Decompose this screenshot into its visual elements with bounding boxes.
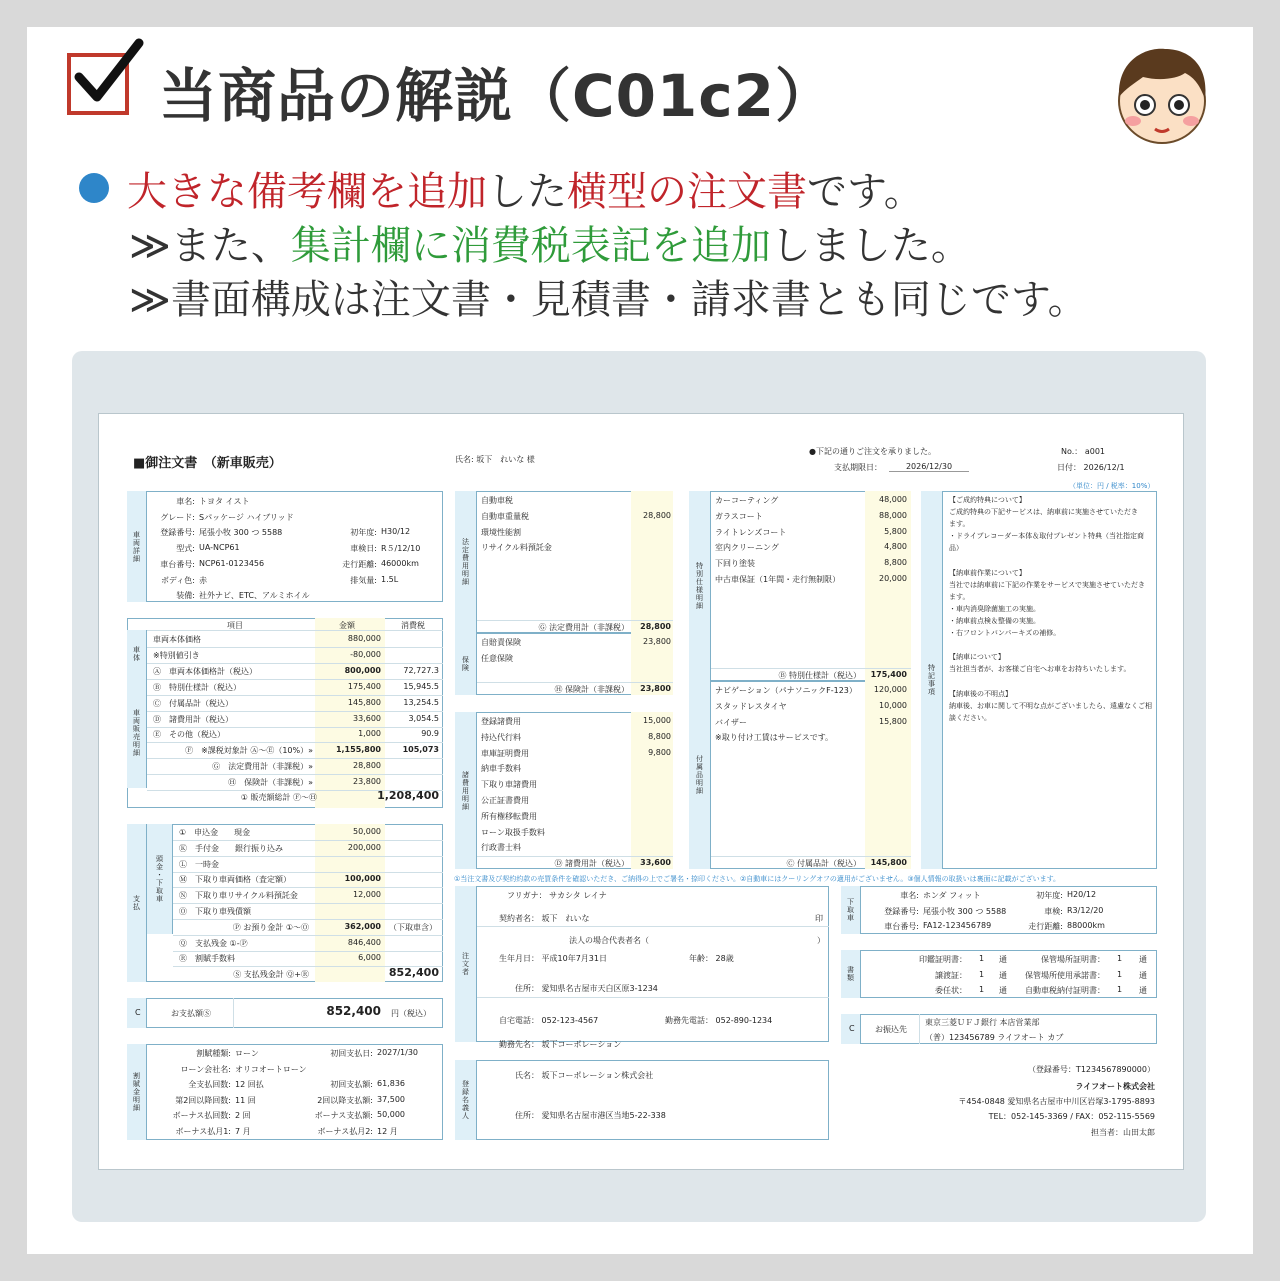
accessory-item: スタッドレスタイヤ xyxy=(715,701,787,711)
misc-fee-item: 納車手数料 xyxy=(481,764,521,774)
registrant-label: 登録名義人 xyxy=(455,1060,477,1140)
special-spec-item: カーコーティング xyxy=(715,496,779,505)
desc-line-3 xyxy=(79,273,1088,327)
loan-field-value: 50,000 xyxy=(377,1110,405,1120)
pay-amount-unit: 円（税込） xyxy=(391,1009,431,1018)
doc-unit: 通 xyxy=(1139,970,1147,980)
orderer-work-phone: 勤務先電話： 052-890-1234 xyxy=(665,1016,773,1025)
legal-fee-label: 法定費用明細 xyxy=(455,491,477,633)
col-header-amount: 金額 xyxy=(339,621,355,630)
payment-amount: 100,000 xyxy=(344,874,381,884)
accessory-item: ※取り付け工賃はサービスです。 xyxy=(715,733,834,743)
price-item: ※特別値引き xyxy=(153,650,200,660)
price-item: Ⓕ ※課税対象計 Ⓐ～Ⓔ（10%）» xyxy=(185,746,313,756)
special-spec-total-value: 175,400 xyxy=(870,670,907,679)
doc-unit: 通 xyxy=(1139,986,1147,996)
price-amount: 880,000 xyxy=(347,634,381,643)
vehicle-field-label: 車台番号: xyxy=(160,559,195,569)
misc-fee-item: 公正証書費用 xyxy=(481,796,529,805)
trade-field-value: 尾張小牧 300 つ 5588 xyxy=(923,906,1007,916)
payment-item: ① 申込金 現金 xyxy=(179,828,251,837)
price-amount: 175,400 xyxy=(347,682,381,691)
pay-amount-value: 852,400 xyxy=(326,1004,381,1018)
accessory-amount: 10,000 xyxy=(879,700,907,710)
loan-field-label: ボーナス払月1: xyxy=(175,1127,231,1136)
trade-field-value: FA12-123456789 xyxy=(923,921,992,931)
trade-field-label: 走行距離: xyxy=(1028,922,1063,932)
trade-field-value: R3/12/20 xyxy=(1067,905,1104,915)
divider xyxy=(477,682,673,683)
registrant-name: 氏名： 坂下コーポレーション株式会社 xyxy=(515,1071,654,1080)
divider xyxy=(147,679,443,680)
payment-amount: 846,400 xyxy=(347,937,381,947)
payment-amount: 50,000 xyxy=(353,827,381,836)
special-spec-label: 特別仕様明細 xyxy=(689,491,711,681)
loan-field-label: 初回支払日: xyxy=(330,1049,373,1058)
vehicle-field-value: 46000km xyxy=(381,558,419,568)
payment-item: Ⓡ 割賦手数料 xyxy=(179,954,235,964)
price-amount: 1,155,800 xyxy=(335,745,381,755)
legal-fee-amount: 28,800 xyxy=(643,510,671,520)
remarks-line: 当社担当者が、お客様ご自宅へお車をお持ちいたします。 xyxy=(949,665,1131,674)
doc-unit: 通 xyxy=(1139,955,1147,964)
remarks-line: ご成約特典の下記サービスは、納車前に実施させていただき xyxy=(949,508,1138,517)
doc-field-label: 印鑑証明書： xyxy=(919,955,967,964)
price-item: Ⓑ 特別仕様計（税込） xyxy=(153,683,241,692)
payment-item: Ⓚ 手付金 銀行振り込み xyxy=(179,843,283,853)
doc-count: 1 xyxy=(1117,985,1123,995)
misc-fee-item: 下取り車諸費用 xyxy=(481,780,537,790)
desc-text-run: しました。 xyxy=(770,223,971,269)
explanation-card xyxy=(27,27,1253,1254)
misc-fee-item: ローン取扱手数料 xyxy=(481,827,545,837)
vehicle-field-value: R５/12/10 xyxy=(381,544,421,554)
legal-fee-item: リサイクル料預託金 xyxy=(481,543,552,553)
vehicle-field-value: H30/12 xyxy=(381,527,411,537)
remarks-line: 【納車について】 xyxy=(949,653,1005,662)
insurance-total-label: Ⓗ 保険計（非課税） xyxy=(554,685,629,694)
divider xyxy=(147,727,443,728)
misc-fee-amount: 15,000 xyxy=(643,716,671,725)
loan-field-value: 2 回 xyxy=(235,1111,251,1121)
company-reg-no: （登録番号：T1234567890000） xyxy=(1027,1065,1155,1074)
price-amount: 145,800 xyxy=(347,697,381,707)
bank-line-1: 東京三菱ＵＦＪ銀行 本店営業部 xyxy=(925,1018,1040,1027)
desc-line-1 xyxy=(79,165,1088,219)
remarks-line: ・納車前点検＆整備の実施。 xyxy=(949,617,1040,625)
orderer-company: 勤務先名： 坂下コーポレーション xyxy=(499,1040,622,1049)
bank-line-2: （普）123456789 ライフオート カブ xyxy=(925,1033,1064,1042)
bullet-icon xyxy=(79,173,109,203)
desc-line-2 xyxy=(79,219,1088,273)
body-label: 車体 xyxy=(127,630,147,678)
accessory-amount: 120,000 xyxy=(873,685,907,694)
price-tax: 13,254.5 xyxy=(403,697,439,707)
insurance-label: 保険 xyxy=(455,633,477,695)
page-title: 当商品の解説（C01c2） xyxy=(159,62,835,130)
remarks-line: ・車内消臭除菌施工の実施。 xyxy=(949,604,1040,613)
desc-text-run: した xyxy=(487,169,567,215)
loan-field-value: オリコオートローン xyxy=(235,1064,307,1074)
payment-amount: 362,000 xyxy=(344,921,381,931)
loan-label: 割賦金明細 xyxy=(127,1044,147,1140)
divider xyxy=(147,695,443,696)
loan-field-label: ボーナス払月2: xyxy=(317,1127,373,1136)
misc-fee-item: 登録諸費用 xyxy=(481,717,521,726)
loan-field-value: ローン xyxy=(235,1049,259,1058)
remarks-line: ・右フロントバンパーキズの補修。 xyxy=(949,629,1061,638)
due-label: 支払期限日： xyxy=(834,463,882,472)
payment-label: 支払 xyxy=(127,824,147,982)
divider xyxy=(919,1014,920,1044)
doc-field-label: 譲渡証： xyxy=(935,970,967,980)
remarks-line: 品） xyxy=(949,544,963,553)
remarks-line: 納車後、お車に関して不明な点がございましたら、遠慮なくご相 xyxy=(949,701,1152,710)
doc-unit: 通 xyxy=(999,955,1007,964)
orderer-age: 年齢： 28歳 xyxy=(689,954,734,963)
accessory-item: バイザー xyxy=(715,717,747,727)
orderer-address: 住所： 愛知県名古屋市天白区原3-1234 xyxy=(515,984,658,993)
loan-field-label: ボーナス払回数: xyxy=(172,1111,231,1121)
misc-total-value: 33,600 xyxy=(640,858,671,867)
vehicle-field-label: グレード: xyxy=(160,512,195,522)
payment-item: Ⓠ 支払残金 ①-Ⓟ xyxy=(179,938,248,948)
accessory-item: ナビゲーション（パナソニックF-123） xyxy=(715,686,857,695)
price-tax: 72,727.3 xyxy=(403,665,439,675)
due-date: 2026/12/30 xyxy=(889,462,969,472)
legal-fee-item: 環境性能割 xyxy=(481,527,521,537)
company-staff: 担当者：山田太郎 xyxy=(1091,1128,1155,1137)
remarks-line: 【納車前作業について】 xyxy=(949,568,1026,577)
insurance-item: 自賠責保険 xyxy=(481,638,521,647)
price-tax: 105,073 xyxy=(402,745,439,755)
trade-field-value: 88000km xyxy=(1067,921,1105,931)
misc-fee-amount: 8,800 xyxy=(648,731,671,741)
remarks-line: 談ください。 xyxy=(949,713,991,722)
sales-label: 車両販売明細 xyxy=(127,678,147,788)
desc-text-run: ≫書面構成は注文書・見積書・請求書とも同じです。 xyxy=(129,277,1088,323)
vehicle-field-value: 尾張小牧 300 つ 5588 xyxy=(199,528,283,538)
divider xyxy=(711,856,911,857)
special-spec-amount: 20,000 xyxy=(879,574,907,583)
doc-count: 1 xyxy=(1117,954,1123,963)
doc-unit: 通 xyxy=(999,986,1007,996)
desc-text-run: 集計欄に消費税表記を追加 xyxy=(290,223,771,269)
desc-text-run: 大きな備考欄を追加 xyxy=(127,169,487,215)
vehicle-field-label: 装備: xyxy=(176,591,195,601)
loan-field-value: 37,500 xyxy=(377,1094,405,1104)
payment-amount: 12,000 xyxy=(353,890,381,900)
vehicle-field-label: 型式: xyxy=(176,544,195,554)
doc-field-label: 保管場所使用承諾書： xyxy=(1025,970,1105,980)
order-note: ●下記の通りご注文を承りました。 xyxy=(809,447,936,456)
price-amount: 800,000 xyxy=(344,665,381,675)
divider xyxy=(173,887,443,888)
divider xyxy=(173,840,443,841)
vehicle-field-label: 初年度: xyxy=(350,528,377,538)
notice-text: ①当注文書及び契約約款の売買条件を確認いただき、ご納得の上でご署名・捺印ください。②自動車にはクーリングオフの適用がございません。③個人情報の取扱いは裏面に記載がございます。 xyxy=(454,875,1061,883)
loan-field-label: 割賦種類: xyxy=(196,1049,231,1058)
trade-field-label: 車名: xyxy=(900,891,919,900)
misc-fee-item: 所有権移転費用 xyxy=(481,811,537,821)
payment-item: Ⓟ お預り金計 ①～Ⓞ xyxy=(232,922,309,932)
orderer-home-phone: 自宅電話： 052-123-4567 xyxy=(499,1016,599,1025)
trade-field-label: 登録番号: xyxy=(884,906,919,916)
remarks-line: 当社では納車前に下記の作業をサービスで実施させていただき xyxy=(949,580,1145,589)
divider xyxy=(147,663,443,664)
divider xyxy=(173,919,443,920)
price-amount: 33,600 xyxy=(353,713,381,723)
price-item: Ⓔ その他（税込） xyxy=(153,730,225,740)
divider xyxy=(711,668,911,669)
accessory-label: 付属品明細 xyxy=(689,681,711,869)
col-header-tax: 消費税 xyxy=(401,621,425,630)
trade-field-label: 初年度: xyxy=(1036,891,1063,900)
bank-c-text: C xyxy=(849,1024,855,1033)
loan-field-value: 2027/1/30 xyxy=(377,1048,419,1057)
loan-field-label: 2回以降支払額: xyxy=(317,1095,373,1105)
orderer-corp-rep: 法人の場合代表者名（ ） xyxy=(569,936,825,945)
special-spec-item: 室内クリーニング xyxy=(715,543,779,553)
sales-total-label: ① 販売額総計 Ⓕ～Ⓗ xyxy=(240,793,317,802)
insurance-amount: 23,800 xyxy=(643,637,671,646)
trade-in-label: 下取車 xyxy=(841,886,861,934)
divider xyxy=(477,997,829,998)
price-amount: 28,800 xyxy=(353,761,381,770)
vehicle-field-value: UA-NCP61 xyxy=(199,543,240,553)
price-amount: 1,000 xyxy=(358,729,381,739)
payment-amount: 200,000 xyxy=(347,842,381,852)
description xyxy=(79,165,1088,327)
legal-total-value: 28,800 xyxy=(640,622,671,631)
misc-fee-amount: 9,800 xyxy=(648,747,671,757)
vehicle-field-value: NCP61-0123456 xyxy=(199,558,265,568)
loan-field-value: 61,836 xyxy=(377,1079,405,1089)
special-spec-amount: 4,800 xyxy=(884,542,907,552)
orderer-birth: 生年月日： 平成10年7月31日 xyxy=(499,954,607,963)
misc-total-label: Ⓓ 諸費用計（税込） xyxy=(554,859,629,868)
payment-item: Ⓜ 下取り車両価格（査定額） xyxy=(179,875,291,885)
doc-field-label: 委任状： xyxy=(935,986,967,996)
vehicle-field-label: 車検日: xyxy=(350,544,377,554)
special-spec-total-label: Ⓑ 特別仕様計（税込） xyxy=(778,671,861,680)
misc-fee-item: 行政書士料 xyxy=(481,843,521,853)
special-spec-item: 中古車保証（1年間・走行無制限） xyxy=(715,575,841,584)
boy-face-icon xyxy=(1107,39,1217,149)
special-spec-amount: 48,000 xyxy=(879,495,907,504)
desc-text-run: です。 xyxy=(807,169,924,215)
vehicle-field-value: トヨタ イスト xyxy=(199,497,250,506)
divider xyxy=(173,903,443,904)
doc-title: ■御注文書 （新車販売） xyxy=(133,456,282,471)
trade-field-label: 車検: xyxy=(1044,906,1063,916)
bank-label: お振込先 xyxy=(875,1025,907,1034)
doc-date: 日付： 2026/12/1 xyxy=(1057,463,1125,472)
payment-amount: 6,000 xyxy=(358,953,381,963)
doc-count: 1 xyxy=(979,969,985,979)
vehicle-field-label: 排気量: xyxy=(350,575,377,585)
vehicle-field-value: 1.5L xyxy=(381,574,399,584)
seal-mark: 印 xyxy=(815,914,823,923)
loan-field-value: 12 回払 xyxy=(235,1080,264,1090)
accessory-total-value: 145,800 xyxy=(870,858,907,867)
vehicle-field-label: 走行距離: xyxy=(342,559,377,569)
misc-fee-label: 諸費用明細 xyxy=(455,712,477,869)
orderer-name: 契約者名： 坂下 れいな xyxy=(499,914,590,923)
vehicle-detail-label: 車両詳細 xyxy=(127,491,147,602)
order-form-document xyxy=(98,413,1184,1170)
price-tax: 15,945.5 xyxy=(403,682,439,691)
desc-text-run: ≫また、 xyxy=(129,223,291,269)
documents-label: 書類 xyxy=(841,950,861,998)
misc-fee-item: 持込代行料 xyxy=(481,732,521,742)
company-tel: TEL：052-145-3369 / FAX：052-115-5569 xyxy=(988,1112,1155,1121)
vehicle-field-value: 社外ナビ、ETC、アルミホイル xyxy=(199,591,310,601)
price-tax: 3,054.5 xyxy=(408,713,439,723)
vehicle-field-label: ボディ色: xyxy=(160,575,195,585)
trade-field-label: 車台番号: xyxy=(884,922,919,932)
pay-amount-c-text: C xyxy=(135,1008,141,1017)
loan-field-value: 11 回 xyxy=(235,1095,256,1105)
vehicle-field-label: 車名: xyxy=(176,497,195,506)
customer-name: 氏名: 坂下 れいな 様 xyxy=(455,455,535,464)
vehicle-field-value: Sパッケージ ハイブリッド xyxy=(199,512,294,522)
price-item: Ⓒ 付属品計（税込） xyxy=(153,698,233,708)
divider xyxy=(173,935,443,936)
legal-fee-item: 自動車重量税 xyxy=(481,511,529,521)
legal-fee-item: 自動車税 xyxy=(481,496,513,505)
pay-amount-label: お支払額Ⓢ xyxy=(171,1009,211,1018)
special-spec-amount: 88,000 xyxy=(879,510,907,520)
payment-item: Ⓞ 下取り車残債額 xyxy=(179,907,251,916)
divider xyxy=(147,711,443,712)
payment-total-label: Ⓢ 支払残金計 Ⓠ+Ⓡ xyxy=(233,970,309,979)
insurance-total-value: 23,800 xyxy=(640,684,671,693)
document-preview-panel xyxy=(72,351,1206,1222)
sales-total-value: 1,208,400 xyxy=(377,789,439,802)
divider xyxy=(173,951,443,952)
special-spec-item: ガラスコート xyxy=(715,511,763,521)
loan-field-label: 初回支払額: xyxy=(330,1080,373,1090)
orderer-label: 注文者 xyxy=(455,886,477,1042)
price-amount: -80,000 xyxy=(350,649,381,659)
orderer-furigana: フリガナ： サカシタ レイナ xyxy=(507,891,607,900)
divider xyxy=(127,630,443,631)
special-spec-amount: 8,800 xyxy=(884,558,907,568)
remarks-line: ・ドライブレコーダー本体＆取付プレゼント特典（当社指定商 xyxy=(949,532,1145,541)
payment-note: （下取車含） xyxy=(389,922,437,932)
unit-note: （単位：円 / 税率：10%） xyxy=(1069,482,1155,490)
vehicle-field-value: 赤 xyxy=(199,575,207,585)
downpayment-label: 頭金・下取車 xyxy=(147,824,173,934)
legal-total-label: Ⓖ 法定費用計（非課税） xyxy=(538,623,629,632)
divider xyxy=(477,926,829,927)
remarks-line: 【ご成約特典について】 xyxy=(949,496,1026,504)
price-amount: 23,800 xyxy=(353,776,381,786)
accessory-total-label: Ⓒ 付属品計（税込） xyxy=(786,859,861,868)
trade-field-value: ホンダ フィット xyxy=(923,891,981,900)
loan-field-label: 全支払回数: xyxy=(188,1080,231,1090)
payment-total-value: 852,400 xyxy=(388,966,439,979)
vehicle-field-label: 登録番号: xyxy=(160,528,195,538)
misc-fee-item: 車庫証明費用 xyxy=(481,748,529,758)
loan-field-label: ローン会社名: xyxy=(180,1064,231,1074)
loan-field-label: ボーナス支払額: xyxy=(314,1111,373,1121)
checkbox-icon xyxy=(67,53,129,115)
loan-field-value: 7 月 xyxy=(235,1127,251,1136)
payment-item: Ⓛ 一時金 xyxy=(179,859,219,869)
divider xyxy=(173,856,443,857)
price-tax: 90.9 xyxy=(421,729,439,739)
price-item: Ⓗ 保険計（非課税）» xyxy=(228,777,313,787)
special-spec-amount: 5,800 xyxy=(884,526,907,536)
divider xyxy=(147,758,443,759)
divider xyxy=(147,774,443,775)
doc-field-label: 保管場所証明書： xyxy=(1041,955,1105,964)
company-address: 〒454-0848 愛知県名古屋市中川区岩塚3-1795-8893 xyxy=(958,1097,1155,1106)
price-item: Ⓐ 車両本体価格計（税込） xyxy=(153,666,257,676)
divider xyxy=(233,998,234,1028)
doc-count: 1 xyxy=(979,954,985,963)
doc-no: No.： a001 xyxy=(1061,447,1105,456)
loan-field-value: 12 月 xyxy=(377,1127,398,1136)
insurance-item: 任意保険 xyxy=(481,653,513,663)
col-header-item: 項目 xyxy=(227,621,243,630)
doc-count: 1 xyxy=(1117,969,1123,979)
desc-text-run: 横型の注文書 xyxy=(567,169,807,215)
registrant-address: 住所： 愛知県名古屋市港区当地5-22-338 xyxy=(515,1111,666,1120)
price-item: 車両本体価格 xyxy=(153,635,201,644)
trade-field-value: H20/12 xyxy=(1067,890,1097,899)
special-spec-item: 下回り塗装 xyxy=(715,559,755,569)
loan-field-label: 第2回以降回数: xyxy=(175,1095,231,1105)
accessory-amount: 15,800 xyxy=(879,716,907,726)
price-item: Ⓓ 諸費用計（税込） xyxy=(153,714,233,724)
divider xyxy=(147,647,443,648)
remarks-line: ます。 xyxy=(949,592,970,601)
company-name: ライフオート株式会社 xyxy=(1075,1082,1155,1091)
divider xyxy=(147,742,443,743)
remarks-label: 特記事項 xyxy=(921,491,943,869)
divider xyxy=(477,856,673,857)
doc-count: 1 xyxy=(979,985,985,995)
payment-item: Ⓝ 下取り車リサイクル料預託金 xyxy=(179,891,298,901)
divider xyxy=(173,872,443,873)
price-item: Ⓖ 法定費用計（非課税）» xyxy=(212,762,313,771)
divider xyxy=(477,620,673,621)
doc-unit: 通 xyxy=(999,970,1007,980)
doc-field-label: 自動車税納付証明書： xyxy=(1025,986,1105,996)
remarks-line: ます。 xyxy=(949,520,970,529)
remarks-line: 【納車後の不明点】 xyxy=(949,689,1012,698)
special-spec-item: ライトレンズコート xyxy=(715,527,787,537)
